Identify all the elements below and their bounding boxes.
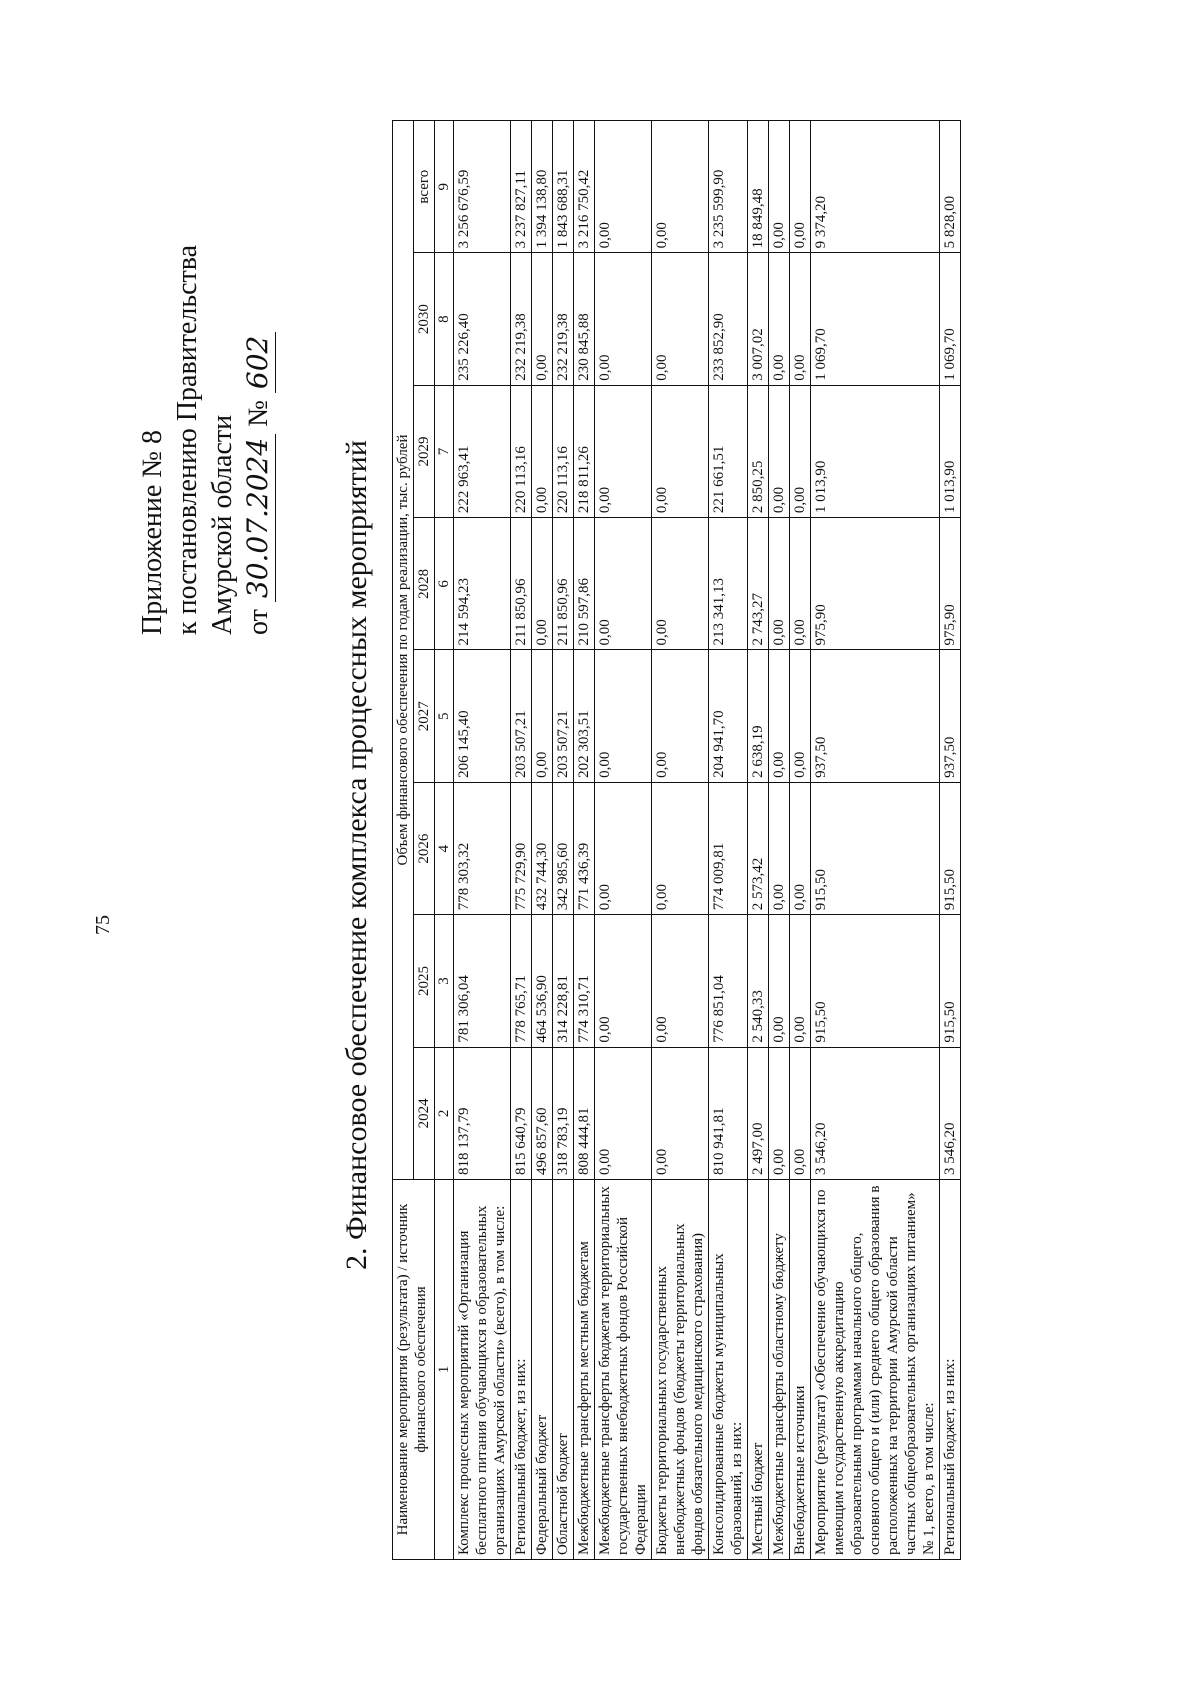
section-title: 2. Финансовое обеспечение комплекса процессных мероприятий [340,440,373,1270]
row-value: 0,00 [652,518,709,650]
annex-line-2: к постановлению Правительства [172,244,203,635]
row-value: 975,90 [811,518,940,650]
row-value: 3 546,20 [940,1047,961,1179]
table-row [532,121,553,1560]
row-value: 0,00 [790,915,811,1047]
row-value: 0,00 [769,782,790,914]
row-value: 0,00 [532,253,553,385]
row-value: 1 394 138,80 [532,121,553,253]
row-name: Межбюджетные трансферты бюджетам территориальных государственных внебюджетных фондов Российской Федерации [595,1180,652,1560]
row-value: 1 013,90 [811,385,940,517]
row-value: 0,00 [595,385,652,517]
row-value: 810 941,81 [709,1047,748,1179]
annex-header [135,195,276,635]
row-value: 781 306,04 [454,915,511,1047]
row-name: Региональный бюджет, из них: [940,1180,961,1560]
row-value: 0,00 [790,121,811,253]
row-value: 2 850,25 [748,385,769,517]
row-value: 220 113,16 [553,385,574,517]
row-name: Бюджеты территориальных государственных внебюджетных фондов (бюджеты территориальных фондов обязательного медицинского страхования) [652,1180,709,1560]
row-value: 0,00 [790,650,811,782]
row-value: 0,00 [790,253,811,385]
header-name: Наименование мероприятия (результата) / источник финансового обеспечения [393,1180,435,1560]
row-value: 214 594,23 [454,518,511,650]
row-value: 1 843 688,31 [553,121,574,253]
column-index: 3 [435,915,454,1047]
row-value: 975,90 [940,518,961,650]
row-value: 314 228,81 [553,915,574,1047]
row-name: Внебюджетные источники [790,1180,811,1560]
row-value: 210 597,86 [574,518,595,650]
column-index: 7 [435,385,454,517]
year-header: всего [414,121,435,253]
table-row [595,121,652,1560]
row-value: 211 850,96 [511,518,532,650]
row-value: 0,00 [790,782,811,914]
row-value: 3 256 676,59 [454,121,511,253]
row-value: 222 963,41 [454,385,511,517]
table-row [511,121,532,1560]
row-value: 203 507,21 [511,650,532,782]
row-value: 3 237 827,11 [511,121,532,253]
row-value: 3 216 750,42 [574,121,595,253]
row-value: 778 303,32 [454,782,511,914]
year-header: 2026 [414,782,435,914]
table-row [748,121,769,1560]
row-value: 0,00 [652,782,709,914]
row-value: 0,00 [595,253,652,385]
row-value: 775 729,90 [511,782,532,914]
row-name: Межбюджетные трансферты местным бюджетам [574,1180,595,1560]
row-value: 211 850,96 [553,518,574,650]
row-value: 0,00 [595,650,652,782]
row-name: Местный бюджет [748,1180,769,1560]
row-value: 2 638,19 [748,650,769,782]
row-value: 232 219,38 [553,253,574,385]
row-value: 0,00 [652,121,709,253]
from-label: от [243,609,274,635]
row-value: 774 310,71 [574,915,595,1047]
row-value: 1 069,70 [940,253,961,385]
row-name: Федеральный бюджет [532,1180,553,1560]
row-value: 0,00 [595,915,652,1047]
row-value: 0,00 [532,385,553,517]
handwritten-date: 30.07.2024 [240,434,276,602]
year-header: 2029 [414,385,435,517]
row-value: 0,00 [769,385,790,517]
row-value: 0,00 [769,253,790,385]
table-body [454,121,961,1560]
row-value: 915,50 [811,782,940,914]
page-number: 75 [92,915,114,935]
year-header: 2028 [414,518,435,650]
row-value: 0,00 [532,518,553,650]
column-index: 4 [435,782,454,914]
row-value: 464 536,90 [532,915,553,1047]
row-value: 818 137,79 [454,1047,511,1179]
row-name: Межбюджетные трансферты областному бюджету [769,1180,790,1560]
column-index: 2 [435,1047,454,1179]
row-value: 235 226,40 [454,253,511,385]
row-value: 342 985,60 [553,782,574,914]
column-index: 5 [435,650,454,782]
row-value: 0,00 [769,518,790,650]
rotated-page [80,100,1110,1600]
annex-line-1: Приложение № 8 [137,430,168,635]
table-row [652,121,709,1560]
row-value: 2 540,33 [748,915,769,1047]
row-value: 203 507,21 [553,650,574,782]
header-volume: Объем финансового обеспечения по годам реализации, тыс. рублей [393,121,414,1180]
row-value: 9 374,20 [811,121,940,253]
row-value: 230 845,88 [574,253,595,385]
row-value: 0,00 [532,650,553,782]
row-value: 432 744,30 [532,782,553,914]
row-value: 1 013,90 [940,385,961,517]
column-index: 8 [435,253,454,385]
row-value: 0,00 [595,1047,652,1179]
column-index: 1 [435,1180,454,1560]
table-row [769,121,790,1560]
table-row [940,121,961,1560]
row-value: 937,50 [811,650,940,782]
table-row [454,121,511,1560]
handwritten-number: 602 [240,332,276,393]
row-value: 3 546,20 [811,1047,940,1179]
row-value: 0,00 [790,1047,811,1179]
row-value: 5 828,00 [940,121,961,253]
row-value: 0,00 [595,518,652,650]
row-name: Мероприятие (результат) «Обеспечение обучающихся по имеющим государственную аккредитацию образовательным программам начального общего, основного общего и (или) среднего общего образования в расположенных на территории Амурской области частных общеобразовательных организациях питанием» № 1, всего, в том числе: [811,1180,940,1560]
table-row [574,121,595,1560]
row-name: Комплекс процессных мероприятий «Организация бесплатного питания обучающихся в образовательных организациях Амурской области» (всего), в том числе: [454,1180,511,1560]
row-value: 771 436,39 [574,782,595,914]
row-value: 774 009,81 [709,782,748,914]
row-value: 206 145,40 [454,650,511,782]
row-value: 202 303,51 [574,650,595,782]
row-value: 0,00 [769,915,790,1047]
row-name: Областной бюджет [553,1180,574,1560]
row-value: 232 219,38 [511,253,532,385]
row-value: 213 341,13 [709,518,748,650]
year-header: 2027 [414,650,435,782]
row-value: 3 235 599,90 [709,121,748,253]
row-value: 221 661,51 [709,385,748,517]
row-value: 808 444,81 [574,1047,595,1179]
year-header: 2025 [414,915,435,1047]
column-index: 6 [435,518,454,650]
row-value: 0,00 [769,650,790,782]
row-value: 1 069,70 [811,253,940,385]
row-value: 0,00 [790,385,811,517]
row-value: 0,00 [595,782,652,914]
number-label: № [243,400,274,427]
row-value: 0,00 [769,121,790,253]
row-value: 3 007,02 [748,253,769,385]
row-value: 778 765,71 [511,915,532,1047]
row-value: 220 113,16 [511,385,532,517]
table-row [790,121,811,1560]
row-value: 204 941,70 [709,650,748,782]
row-value: 915,50 [940,782,961,914]
row-value: 2 573,42 [748,782,769,914]
row-value: 915,50 [940,915,961,1047]
table-row [709,121,748,1560]
year-header: 2030 [414,253,435,385]
row-value: 18 849,48 [748,121,769,253]
row-value: 233 852,90 [709,253,748,385]
row-value: 776 851,04 [709,915,748,1047]
row-value: 0,00 [652,915,709,1047]
table-row [553,121,574,1560]
row-value: 2 497,00 [748,1047,769,1179]
row-value: 218 811,26 [574,385,595,517]
row-value: 0,00 [652,1047,709,1179]
row-value: 0,00 [652,385,709,517]
row-value: 815 640,79 [511,1047,532,1179]
row-name: Консолидированные бюджеты муниципальных образований, из них: [709,1180,748,1560]
row-name: Региональный бюджет, из них: [511,1180,532,1560]
row-value: 0,00 [652,253,709,385]
table-row [811,121,940,1560]
row-value: 0,00 [595,121,652,253]
column-index: 9 [435,121,454,253]
annex-date-line [240,195,276,635]
row-value: 0,00 [652,650,709,782]
annex-line-3: Амурской области [207,414,238,635]
row-value: 318 783,19 [553,1047,574,1179]
row-value: 937,50 [940,650,961,782]
index-row [435,121,454,1560]
year-header: 2024 [414,1047,435,1179]
row-value: 0,00 [769,1047,790,1179]
row-value: 2 743,27 [748,518,769,650]
row-value: 0,00 [790,518,811,650]
financing-table [392,120,961,1560]
row-value: 915,50 [811,915,940,1047]
row-value: 496 857,60 [532,1047,553,1179]
